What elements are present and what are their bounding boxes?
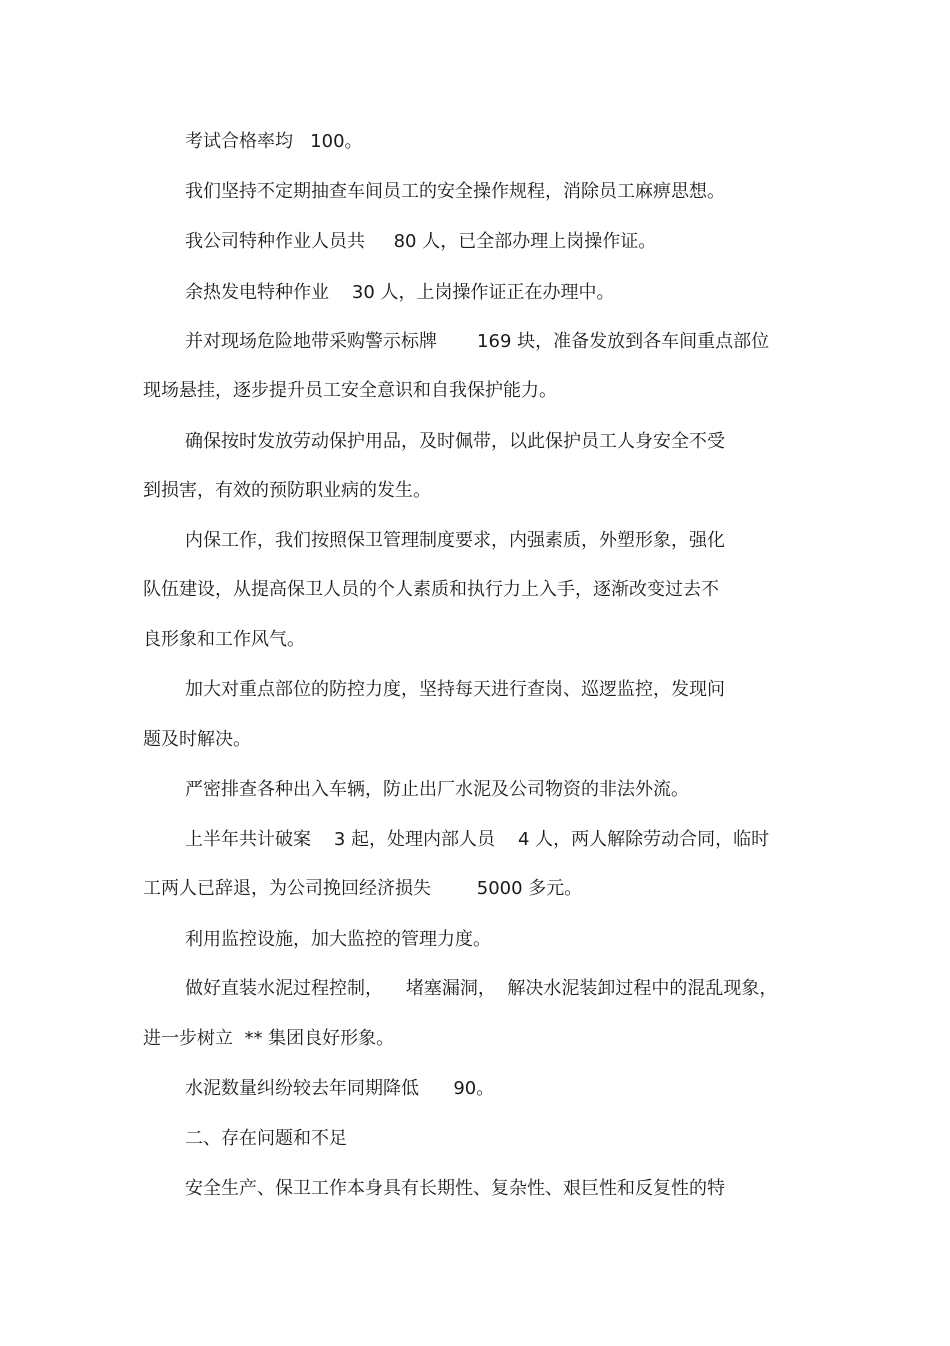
text-line: 上半年共计破案 3 起，处理内部人员 4 人，两人解除劳动合同，临时: [185, 829, 770, 850]
text-line: 并对现场危险地带采购警示标牌 169 块，准备发放到各车间重点部位: [185, 331, 770, 352]
text-line: 确保按时发放劳动保护用品，及时佩带，以此保护员工人身安全不受: [185, 431, 725, 452]
text-line: 严密排查各种出入车辆，防止出厂水泥及公司物资的非法外流。: [185, 779, 689, 800]
text-line: 做好直装水泥过程控制， 堵塞漏洞， 解决水泥装卸过程中的混乱现象，: [185, 978, 778, 999]
text-line: 工两人已辞退，为公司挽回经济损失 5000 多元。: [143, 878, 583, 899]
text-line: 题及时解决。: [143, 729, 251, 750]
text-line: 内保工作，我们按照保卫管理制度要求，内强素质，外塑形象，强化: [185, 530, 725, 551]
text-line: 进一步树立 ** 集团良好形象。: [143, 1028, 395, 1049]
text-line: 水泥数量纠纷较去年同期降低 90。: [185, 1078, 495, 1099]
text-line: 现场悬挂，逐步提升员工安全意识和自我保护能力。: [143, 380, 557, 401]
text-line: 到损害，有效的预防职业病的发生。: [143, 480, 431, 501]
text-line: 余热发电特种作业 30 人，上岗操作证正在办理中。: [185, 282, 615, 303]
text-line: 安全生产、保卫工作本身具有长期性、复杂性、艰巨性和反复性的特: [185, 1178, 725, 1199]
text-line: 队伍建设，从提高保卫人员的个人素质和执行力上入手，逐渐改变过去不: [143, 579, 719, 600]
text-line: 良形象和工作风气。: [143, 629, 305, 650]
text-line: 我公司特种作业人员共 80 人，已全部办理上岗操作证。: [185, 231, 657, 252]
text-line: 利用监控设施，加大监控的管理力度。: [185, 929, 491, 950]
text-line: 考试合格率均 100。: [185, 131, 363, 152]
text-line: 加大对重点部位的防控力度，坚持每天进行查岗、巡逻监控，发现问: [185, 679, 725, 700]
text-line: 我们坚持不定期抽查车间员工的安全操作规程，消除员工麻痹思想。: [185, 181, 725, 202]
section-heading: 二、存在问题和不足: [185, 1128, 347, 1149]
